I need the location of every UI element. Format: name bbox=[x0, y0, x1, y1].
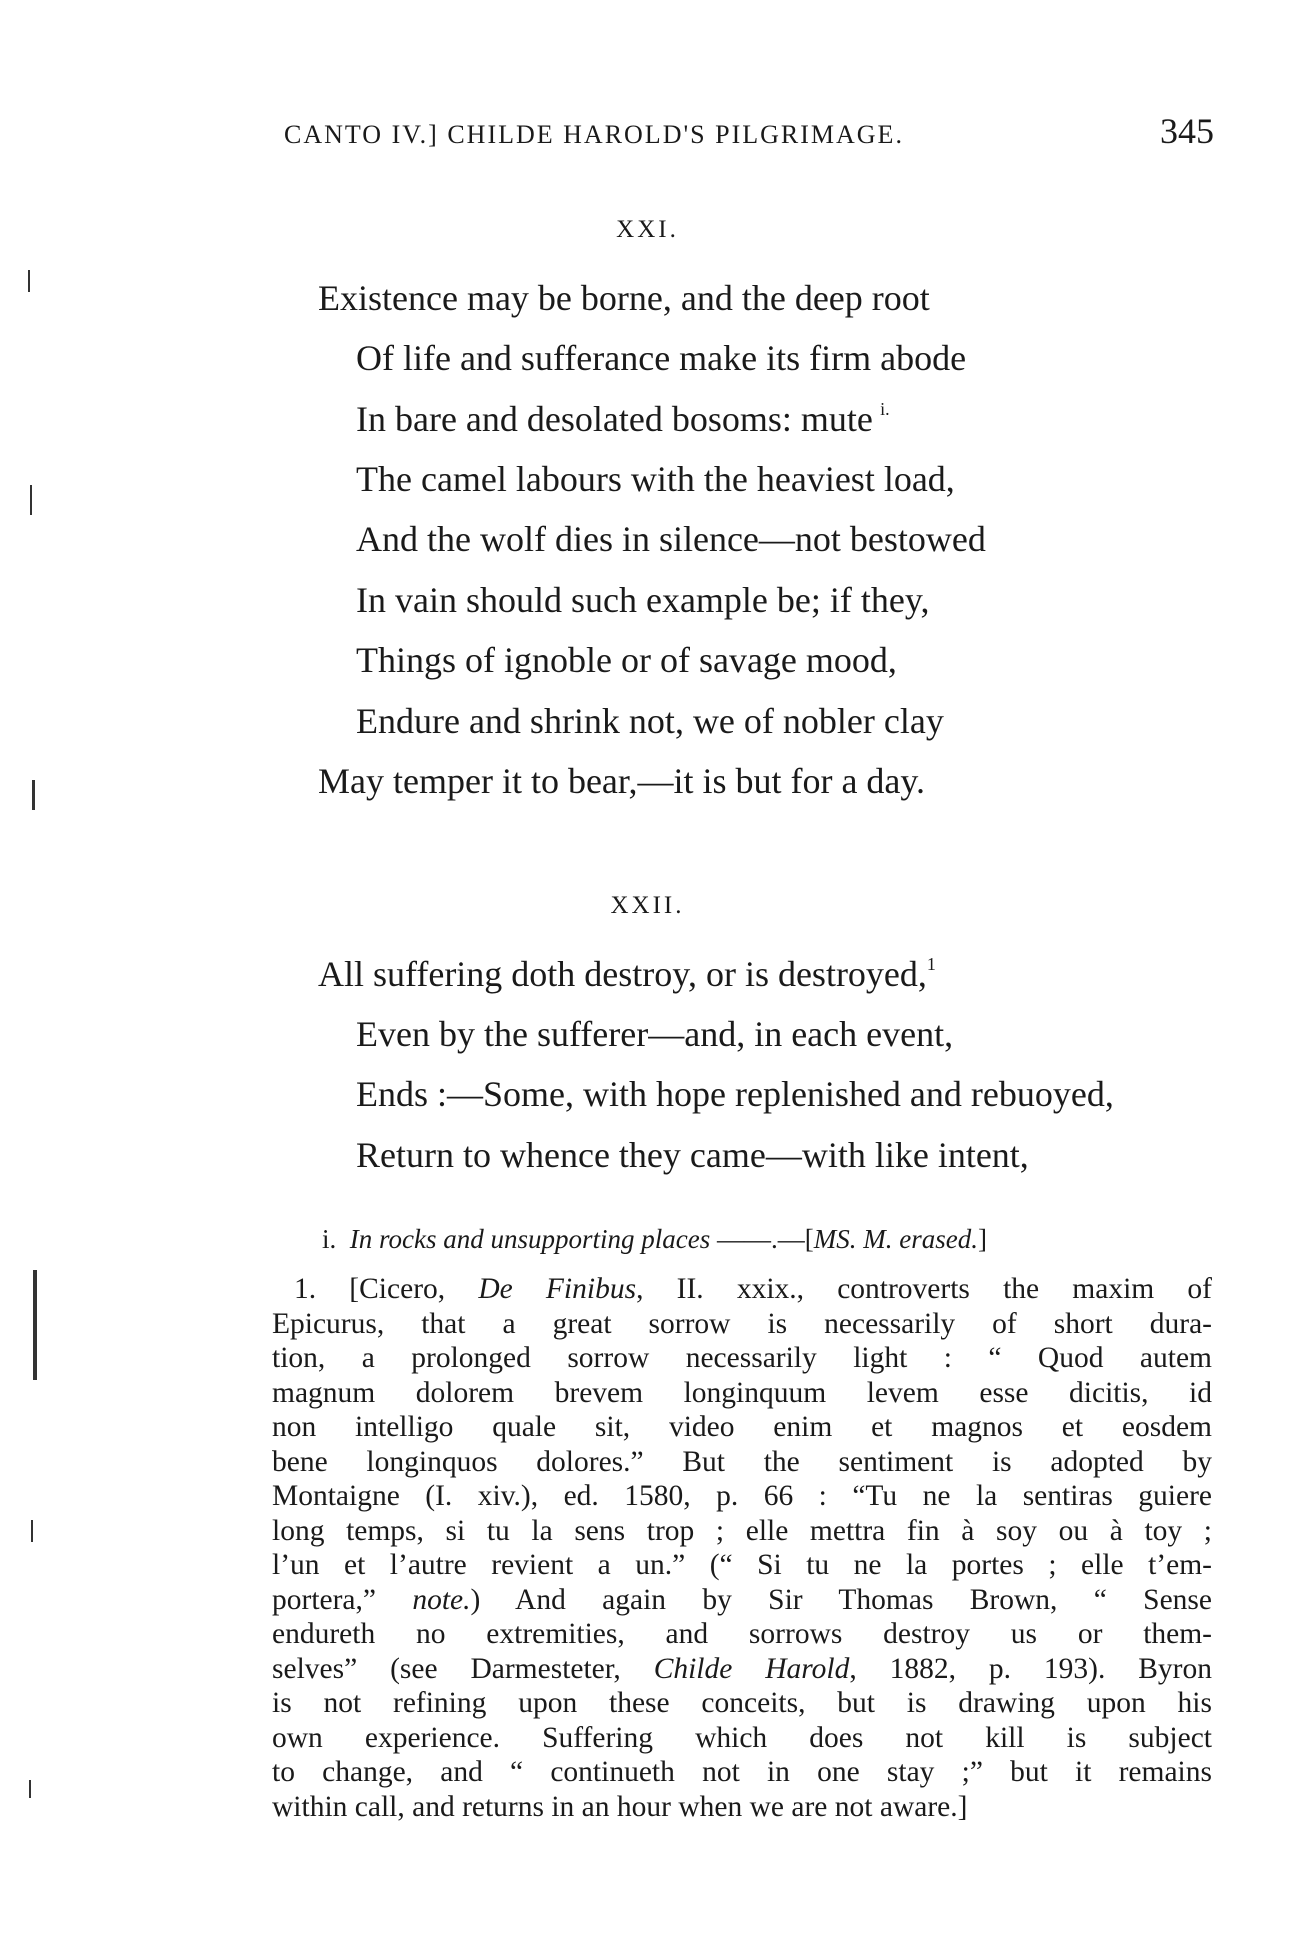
footnote-line: non intelligo quale sit, video enim et magnos et eosdem bbox=[272, 1411, 1212, 1443]
variant-marker: i. bbox=[880, 399, 890, 419]
verse-line: In vain should such example be; if they, bbox=[356, 580, 930, 620]
scan-mark bbox=[28, 270, 30, 292]
footnote-1 bbox=[272, 1272, 1212, 1824]
verse-line: Things of ignoble or of savage mood, bbox=[356, 640, 897, 680]
verse-line: And the wolf dies in silence—not bestowed bbox=[356, 519, 986, 559]
footnote-line: long temps, si tu la sens trop ; elle mettra fin à soy ou à toy ; bbox=[272, 1514, 1212, 1547]
footnote-line: l’un et l’autre revient a un.” (“ Si tu ne la portes ; elle t’em- bbox=[272, 1549, 1212, 1581]
scan-mark bbox=[30, 485, 32, 515]
variant-note-source: MS. M. erased. bbox=[813, 1224, 978, 1254]
footnote-line: is not refining upon these conceits, but is drawing upon his bbox=[272, 1687, 1212, 1719]
footnote-line: to change, and “ continueth not in one stay ;” but it remains bbox=[272, 1756, 1212, 1788]
variant-note-text: In rocks and unsupporting places bbox=[349, 1224, 711, 1254]
footnote-line: tion, a prolonged sorrow necessarily light : “ Quod autem bbox=[272, 1342, 1212, 1374]
scan-mark bbox=[29, 1780, 31, 1798]
verse-text: In bare and desolated bosoms: mute bbox=[356, 399, 873, 439]
verse-line: Endure and shrink not, we of nobler clay bbox=[356, 701, 944, 741]
verse-line: The camel labours with the heaviest load, bbox=[356, 459, 955, 499]
variant-note-marker: i. bbox=[322, 1224, 337, 1254]
scan-mark bbox=[32, 780, 35, 810]
footnote-line: Montaigne (I. xiv.), ed. 1580, p. 66 : “Tu ne la sentiras guiere bbox=[272, 1480, 1212, 1512]
variant-note-close: ] bbox=[977, 1224, 987, 1254]
footnote-line: endureth no extremities, and sorrows destroy us or them- bbox=[272, 1618, 1212, 1650]
variant-note bbox=[322, 1224, 987, 1255]
verse-line: Even by the sufferer—and, in each event, bbox=[356, 1014, 954, 1054]
stanza-numeral-xxii: XXII. bbox=[610, 892, 685, 919]
verse-line: Ends :—Some, with hope replenished and rebuoyed, bbox=[356, 1074, 1114, 1114]
scan-mark bbox=[33, 1270, 37, 1380]
verse-line: Of life and sufferance make its firm abode bbox=[356, 338, 967, 378]
verse-text: All suffering doth destroy, or is destroyed, bbox=[318, 954, 927, 994]
footnote-italic: note. bbox=[412, 1583, 471, 1616]
verse-line: Existence may be borne, and the deep root bbox=[318, 278, 930, 318]
verse-line bbox=[356, 400, 890, 437]
footnote-line: 1. [Cicero, De Finibus, II. xxix., controverts the maxim of bbox=[294, 1273, 1212, 1305]
footnote-line: magnum dolorem brevem longinquum levem esse dicitis, id bbox=[272, 1376, 1212, 1409]
footnote-title: Childe Harold bbox=[653, 1652, 850, 1685]
footnote-line: bene longinquos dolores.” But the sentiment is adopted by bbox=[272, 1445, 1212, 1478]
running-header bbox=[284, 110, 1214, 154]
footnote-line: selves” (see Darmesteter, Childe Harold, 1882, p. 193). Byron bbox=[272, 1652, 1212, 1685]
footnote-line: within call, and returns in an hour when we are not aware.] bbox=[272, 1790, 968, 1823]
variant-note-dash: ——.—[ bbox=[716, 1224, 814, 1254]
verse-line: May temper it to bear,—it is but for a day. bbox=[318, 761, 926, 801]
page-number: 345 bbox=[1160, 111, 1214, 151]
footnote-line: Epicurus, that a great sorrow is necessarily of short dura- bbox=[272, 1307, 1212, 1340]
footnote-marker: 1 bbox=[926, 954, 936, 974]
verse-line: Return to whence they came—with like intent, bbox=[356, 1135, 1029, 1175]
verse-line bbox=[318, 955, 936, 992]
running-title: CANTO IV.] CHILDE HAROLD'S PILGRIMAGE. bbox=[284, 120, 904, 149]
footnote-line: own experience. Suffering which does not kill is subject bbox=[272, 1721, 1212, 1754]
footnote-title: De Finibus bbox=[478, 1273, 637, 1305]
scan-mark bbox=[31, 1520, 33, 1542]
footnote-line: portera,” note.) And again by Sir Thomas Brown, “ Sense bbox=[272, 1583, 1212, 1616]
stanza-numeral-xxi: XXI. bbox=[616, 216, 679, 243]
